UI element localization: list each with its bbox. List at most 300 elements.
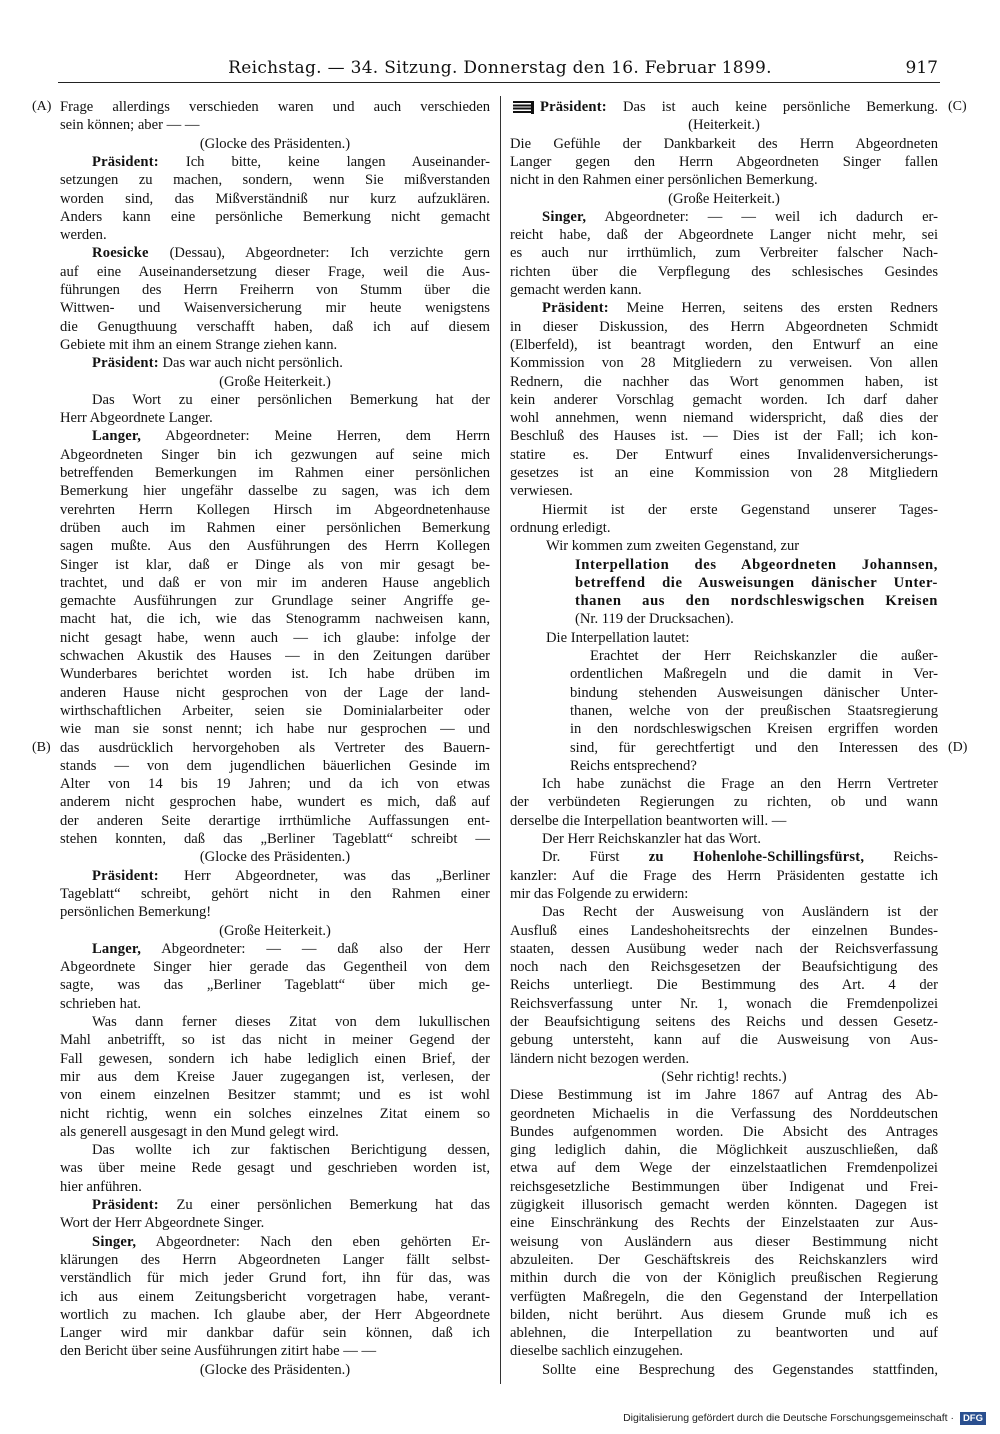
text-line bbox=[60, 1013, 490, 1031]
line-text: sein können; aber — — bbox=[60, 117, 200, 134]
line-text: Reichsverfassung unter Nr. 1, wonach die Fremdenpolizei bbox=[510, 995, 938, 1012]
line-text: Der Herr Reichskanzler hat das Wort. bbox=[542, 831, 761, 847]
text-line bbox=[510, 281, 938, 299]
line-text: ablehnen, die Interpellation zu beantworten und auf bbox=[510, 1325, 938, 1342]
speaker-name: Präsident: bbox=[542, 300, 609, 317]
text-line bbox=[60, 793, 490, 811]
text-line bbox=[60, 281, 490, 299]
text-line bbox=[60, 610, 490, 628]
line-text: Das wollte ich zur faktischen Berichtigung dessen, bbox=[92, 1142, 490, 1159]
text-line bbox=[60, 867, 490, 885]
text-line bbox=[510, 574, 938, 592]
line-text: wohl annehmen, wenn niemand widerspricht, daß dies der bbox=[510, 410, 938, 427]
line-text: Alter von 14 bis 19 Jahren; und da ich von etwas bbox=[60, 776, 490, 793]
margin-marker-a: (A) bbox=[32, 99, 52, 114]
text-line bbox=[510, 867, 938, 885]
line-text: statire es. Der Entwurf eines Invalidenversicherungs- bbox=[510, 446, 938, 463]
line-text: setzungen zu machen, sondern, wenn Sie mißverstanden bbox=[60, 172, 490, 189]
text-line bbox=[510, 98, 938, 116]
speaker-name: Präsident: bbox=[540, 99, 607, 115]
line-text: Meine Herren, seitens des ersten Redners bbox=[608, 300, 938, 317]
text-line bbox=[60, 757, 490, 775]
text-line bbox=[510, 1123, 938, 1141]
line-text: hier anführen. bbox=[60, 1178, 142, 1195]
line-text: gebung untersteht, kann auf die Ausweisung von Aus- bbox=[510, 1032, 938, 1049]
text-line bbox=[60, 958, 490, 976]
text-line bbox=[60, 1050, 490, 1068]
speaker-name: Präsident: bbox=[92, 867, 159, 884]
line-text: ich aus einem Zeitungsbericht vorgetragen habe, verant- bbox=[60, 1288, 490, 1305]
line-text: trachtet, und daß er von mir im anderen Hause angeblich bbox=[60, 574, 490, 591]
line-text: Das war auch nicht persönlich. bbox=[158, 355, 343, 372]
line-text: mir das Folgende zu erwidern: bbox=[510, 885, 689, 902]
text-line bbox=[510, 263, 938, 281]
text-line bbox=[60, 922, 490, 940]
line-text: werden. bbox=[60, 227, 107, 244]
line-text: ging lediglich dahin, die Möglichkeit auszuschließen, daß bbox=[510, 1142, 938, 1159]
line-text: schrieben hat. bbox=[60, 995, 142, 1012]
text-line bbox=[510, 720, 938, 738]
line-text: Erachtet der Herr Reichskanzler die außer- bbox=[590, 648, 938, 664]
text-line bbox=[510, 1068, 938, 1086]
line-text: sagte, was das „Berliner Tageblatt“ über mich ge- bbox=[60, 977, 490, 994]
text-line bbox=[510, 684, 938, 702]
line-text: anderem nicht gesprochen habe, wundert es mich, daß auf bbox=[60, 794, 490, 811]
line-text: verwiesen. bbox=[510, 483, 573, 500]
line-text: Langer wird mir dankbar dafür sein können, daß ich bbox=[60, 1325, 490, 1342]
text-line bbox=[510, 1196, 938, 1214]
text-line bbox=[60, 702, 490, 720]
line-text: abzuleiten. Der Geschäftskreis des Reichskanzlers wird bbox=[510, 1251, 938, 1268]
line-text: nicht richtig, wenn ein solches einzelnes Zitat einem so bbox=[60, 1105, 490, 1122]
line-text: Wort der Herr Abgeordnete Singer. bbox=[60, 1215, 265, 1232]
text-line bbox=[60, 720, 490, 738]
line-text: persönlichen Bemerkung! bbox=[60, 904, 212, 921]
text-line bbox=[60, 482, 490, 500]
text-line bbox=[60, 885, 490, 903]
text-line bbox=[510, 995, 938, 1013]
line-text: zügigkeit illusorisch gemacht werden könnten. Dagegen ist bbox=[510, 1197, 938, 1213]
line-prefix: Dr. Fürst bbox=[542, 849, 649, 866]
text-line bbox=[60, 1214, 490, 1232]
text-line bbox=[60, 190, 490, 208]
text-line bbox=[60, 1086, 490, 1104]
text-line bbox=[60, 519, 490, 537]
line-text: Bundes aufgenommen worden. Die Absicht des Antrages bbox=[510, 1123, 938, 1140]
line-text: was über meine Rede gesagt und geschrieben worden ist, bbox=[60, 1160, 490, 1177]
text-line bbox=[510, 1105, 938, 1123]
text-line bbox=[60, 848, 490, 866]
text-line bbox=[510, 318, 938, 336]
text-line bbox=[60, 1031, 490, 1049]
paragraph-mark-icon bbox=[513, 101, 534, 114]
line-text: Rednern, die nachher das Wort genommen haben, ist bbox=[510, 373, 938, 390]
text-line bbox=[510, 702, 938, 720]
line-text: ländern nicht bezogen werden. bbox=[510, 1050, 690, 1067]
line-text: das ausdrücklich hervorgehoben als Vertreter des Bauern- bbox=[60, 739, 490, 756]
line-text: Fall gewesen, sondern ich habe lediglich einen Brief, der bbox=[60, 1050, 490, 1067]
line-text: führungen des Herrn Freiherrn von Stumm über die bbox=[60, 282, 490, 298]
line-text: in dieser Diskussion, des Herrn Abgeordneten Schmidt bbox=[510, 318, 938, 335]
line-text: mir aus dem Kreise Jauer zugegangen ist, verlesen, der bbox=[60, 1068, 490, 1085]
line-text: Abgeordneten Singer bin ich gezwungen auf seine mich bbox=[60, 446, 490, 463]
text-line bbox=[60, 940, 490, 958]
text-line bbox=[510, 610, 938, 628]
margin-marker-d: (D) bbox=[948, 739, 968, 755]
text-line bbox=[510, 501, 938, 519]
text-line bbox=[60, 1196, 490, 1214]
line-text: Ausfluß eines Landeshoheitsrechts der einzelnen Bundes- bbox=[510, 922, 938, 939]
speaker-name: Interpellation des Abgeordneten Johannsen, bbox=[575, 556, 938, 573]
text-line bbox=[60, 263, 490, 281]
line-text: ordentlichen Maßregeln und die damit in Ver- bbox=[570, 666, 938, 683]
line-text: anderen Hause nicht gesprochen von der Lage der land- bbox=[60, 684, 490, 701]
text-line bbox=[60, 1269, 490, 1287]
line-text: stands — von dem jugendlichen bäuerlichen Gesinde im bbox=[60, 757, 490, 774]
text-line bbox=[510, 775, 938, 793]
speaker-name: Präsident: bbox=[92, 355, 159, 372]
line-text: mithin durch die von der Königlich preußischen Regierung bbox=[510, 1270, 938, 1287]
text-line bbox=[510, 1361, 938, 1379]
line-text: (Große Heiterkeit.) bbox=[219, 373, 331, 390]
text-line bbox=[510, 537, 938, 555]
line-text: Kommission von 28 Mitgliedern zu verweisen. Von allen bbox=[510, 355, 938, 372]
line-text: Die Interpellation lautet: bbox=[546, 629, 690, 646]
line-text: schwachen Akustik des Hauses — in den Zeitungen darüber bbox=[60, 648, 490, 664]
line-text: Das ist auch keine persönliche Bemerkung. bbox=[606, 99, 938, 115]
text-line bbox=[510, 903, 938, 921]
line-text: Was dann ferner dieses Zitat von dem lukullischen bbox=[92, 1014, 490, 1030]
line-text: reichsgesetzliche Bestimmungen über Indigenat und Frei- bbox=[510, 1178, 938, 1195]
line-text: es auch nur irrthümlich, zum Verbreiter falscher Nach- bbox=[510, 245, 938, 262]
line-text: wortlich zu machen. Ich glaube aber, der Herr Abgeordnete bbox=[60, 1306, 490, 1323]
text-line bbox=[510, 830, 938, 848]
text-line bbox=[510, 464, 938, 482]
text-line bbox=[60, 171, 490, 189]
text-line bbox=[60, 647, 490, 665]
line-text: ordnung erledigt. bbox=[510, 519, 611, 536]
text-line bbox=[510, 592, 938, 610]
line-text: reicht habe, daß der Abgeordnete Langer nicht mehr, sei bbox=[510, 227, 938, 244]
text-line bbox=[60, 336, 490, 354]
running-title: Reichstag. — 34. Sitzung. Donnerstag den 16. Februar 1899. bbox=[228, 58, 772, 78]
line-text: (Glocke des Präsidenten.) bbox=[199, 1361, 351, 1378]
line-text: (Elberfeld), ist beantragt worden, den Entwurf an eine bbox=[510, 336, 938, 353]
line-text: Abgeordneter: Meine Herren, dem Herrn bbox=[141, 428, 490, 445]
text-line bbox=[60, 373, 490, 391]
text-line bbox=[60, 775, 490, 793]
text-line bbox=[510, 1013, 938, 1031]
text-line bbox=[60, 903, 490, 921]
line-text: Diese Bestimmung ist im Jahre 1867 auf Antrag des Ab- bbox=[510, 1087, 938, 1104]
text-line bbox=[510, 1050, 938, 1068]
text-line bbox=[510, 171, 938, 189]
text-line bbox=[510, 135, 938, 153]
text-line bbox=[60, 629, 490, 647]
speaker-name: betreffend die Ausweisungen dänischer Unter- bbox=[575, 574, 938, 591]
speaker-name: zu Hohenlohe-Schillingsfürst, bbox=[648, 849, 865, 866]
text-line bbox=[510, 482, 938, 500]
text-line bbox=[510, 427, 938, 445]
text-line bbox=[510, 976, 938, 994]
line-text: (Glocke des Präsidenten.) bbox=[199, 849, 351, 866]
text-line bbox=[60, 244, 490, 262]
margin-marker-c: (C) bbox=[948, 99, 967, 114]
line-text: staaten, dessen Ausübung weder nach der Reichsverfassung bbox=[510, 940, 938, 957]
text-line bbox=[510, 1306, 938, 1324]
line-text: von einem einzelnen Besitzer stammt; und es ist wohl bbox=[60, 1087, 490, 1104]
text-line bbox=[60, 1105, 490, 1123]
right-text-column bbox=[510, 98, 938, 1388]
text-line bbox=[510, 629, 938, 647]
line-text: Anders kann eine persönliche Bemerkung nicht gemacht bbox=[60, 208, 490, 225]
text-line bbox=[510, 1178, 938, 1196]
text-line bbox=[510, 1269, 938, 1287]
line-text: Das Recht der Ausweisung von Ausländern ist der bbox=[542, 904, 938, 921]
speaker-name: thanen aus den nordschleswigschen Kreisen bbox=[575, 593, 938, 610]
digitization-credit bbox=[623, 1410, 986, 1426]
text-line bbox=[510, 1288, 938, 1306]
line-text: (Heiterkeit.) bbox=[688, 117, 760, 134]
text-line bbox=[60, 739, 490, 757]
line-text: (Sehr richtig! rechts.) bbox=[661, 1068, 787, 1085]
header-rule bbox=[58, 82, 940, 83]
text-line bbox=[60, 299, 490, 317]
text-line bbox=[60, 354, 490, 372]
text-line bbox=[510, 848, 938, 866]
speaker-name: Präsident: bbox=[92, 1197, 159, 1213]
line-text: der verbündeten Regierungen zu richten, ob und wann bbox=[510, 794, 938, 811]
text-line bbox=[60, 464, 490, 482]
text-line bbox=[60, 409, 490, 427]
text-line bbox=[60, 318, 490, 336]
line-text: den Bericht über seine Ausführungen zitirt habe — — bbox=[60, 1343, 377, 1360]
text-line bbox=[60, 153, 490, 171]
text-line bbox=[510, 354, 938, 372]
text-line bbox=[510, 391, 938, 409]
line-text: (Glocke des Präsidenten.) bbox=[199, 135, 351, 152]
line-text: Sollte eine Besprechung des Gegenstandes stattfinden, bbox=[542, 1361, 938, 1378]
line-text: worden sind, das Mißverständniß nur kurz aufzuklären. bbox=[60, 190, 490, 207]
text-line bbox=[60, 1324, 490, 1342]
speaker-name: Langer, bbox=[92, 940, 142, 957]
text-line bbox=[510, 190, 938, 208]
line-text: wie man sie sonst nennt; ich habe nur gesprochen — und bbox=[60, 721, 490, 738]
line-text: bindung stehenden Ausweisungen dänischer Unter- bbox=[570, 684, 938, 701]
text-line bbox=[510, 665, 938, 683]
text-line bbox=[60, 592, 490, 610]
line-text: etwa auf dem Wege der einzelstaatlichen Fremdenpolizei bbox=[510, 1160, 938, 1177]
text-line bbox=[60, 427, 490, 445]
line-text: Abgeordneter: — — daß also der Herr bbox=[141, 940, 490, 957]
line-text: gemachte Ausführungen zur Grundlage seiner Angriffe ge- bbox=[60, 593, 490, 610]
line-text: Ich habe zunächst die Frage an den Herrn Vertreter bbox=[542, 776, 938, 793]
line-text: macht hat, die ich, wie das Stenogramm nachweisen kann, bbox=[60, 611, 490, 628]
text-line bbox=[510, 208, 938, 226]
margin-marker-b: (B) bbox=[32, 739, 51, 755]
text-line bbox=[60, 446, 490, 464]
line-text: weisung von Ausländern aus dieser Bestimmung nicht bbox=[510, 1233, 938, 1250]
line-text: drüben auch im Rahmen einer persönlichen Bemerkung bbox=[60, 519, 490, 536]
line-text: (Nr. 119 der Drucksachen). bbox=[575, 611, 734, 628]
text-line bbox=[60, 1233, 490, 1251]
text-line bbox=[510, 226, 938, 244]
text-line bbox=[510, 793, 938, 811]
dfg-logo-icon: DFG bbox=[960, 1412, 986, 1425]
text-line bbox=[60, 226, 490, 244]
line-text: kanzler: Auf die Frage des Herrn Präsidenten gestatte ich bbox=[510, 867, 938, 884]
text-line bbox=[510, 373, 938, 391]
text-line bbox=[510, 299, 938, 317]
line-text: richten über die Verpflegung des schlesisches Gesindes bbox=[510, 263, 938, 280]
text-line bbox=[510, 446, 938, 464]
text-line bbox=[60, 501, 490, 519]
text-line bbox=[60, 391, 490, 409]
text-line bbox=[60, 135, 490, 153]
text-line bbox=[60, 1342, 490, 1360]
line-text: verständlich für mich jeder Grund fort, ihn für das, was bbox=[60, 1270, 490, 1287]
line-text: (Große Heiterkeit.) bbox=[668, 190, 780, 207]
line-text: als generell ausgesagt in den Mund gelegt wird. bbox=[60, 1123, 339, 1140]
line-text: kein anderer Vorschlag gemacht worden. Ich darf daher bbox=[510, 391, 938, 408]
line-text: Singer ist klar, daß er Dinge als von mir gesagt be- bbox=[60, 556, 490, 573]
speaker-name: Langer, bbox=[92, 428, 142, 445]
text-line bbox=[510, 647, 938, 665]
text-line bbox=[60, 665, 490, 683]
line-text: Hiermit ist der erste Gegenstand unserer Tages- bbox=[542, 501, 938, 518]
line-text: gesetzes ist an eine Kommission von 28 Mitgliedern bbox=[510, 465, 938, 481]
text-line bbox=[60, 537, 490, 555]
text-line bbox=[510, 556, 938, 574]
speaker-name: Singer, bbox=[92, 1233, 137, 1250]
line-text: Mahl anbetrifft, so ist das nicht in meiner Gegend der bbox=[60, 1032, 490, 1049]
text-line bbox=[60, 812, 490, 830]
text-line bbox=[510, 409, 938, 427]
text-line bbox=[510, 336, 938, 354]
text-line bbox=[60, 1361, 490, 1379]
text-line bbox=[510, 958, 938, 976]
line-text: (Dessau), Abgeordneter: Ich verzichte gern bbox=[148, 245, 490, 262]
text-line bbox=[510, 1342, 938, 1360]
text-line bbox=[510, 757, 938, 775]
line-text: der Beaufsichtigung seitens des Reichs und dessen Gesetz- bbox=[510, 1014, 938, 1030]
text-line bbox=[510, 739, 938, 757]
text-line bbox=[510, 116, 938, 134]
line-text: derselbe die Interpellation beantworten will. — bbox=[510, 812, 787, 829]
text-line bbox=[510, 940, 938, 958]
line-text: Tageblatt“ schreibt, gehört nicht in den Rahmen einer bbox=[60, 885, 490, 902]
line-text: wirthschaftlichen Arbeiter, seien sie Dominialarbeiter oder bbox=[60, 702, 490, 719]
left-text-column bbox=[60, 98, 490, 1388]
line-text: Die Gefühle der Dankbarkeit des Herrn Abgeordneten bbox=[510, 135, 938, 152]
text-line bbox=[60, 1159, 490, 1177]
text-line bbox=[510, 1214, 938, 1232]
text-line bbox=[60, 98, 490, 116]
speaker-name: Präsident: bbox=[92, 153, 159, 170]
text-line bbox=[60, 556, 490, 574]
line-text: die Genugthuung verschafft haben, daß ich auf diesem bbox=[60, 318, 490, 335]
line-text: Abgeordnete Singer hier gerade das Gegentheil von dem bbox=[60, 959, 490, 976]
line-text: Bemerkung hier ungefähr dasselbe zu sagen, was ich dem bbox=[60, 483, 490, 500]
line-text: Wir kommen zum zweiten Gegenstand, zur bbox=[546, 538, 800, 555]
line-text: Frage allerdings verschieden waren und auch verschieden bbox=[60, 99, 490, 115]
line-text: (Große Heiterkeit.) bbox=[219, 922, 331, 939]
line-text: verfügten Maßregeln, die den Gegenstand der Interpellation bbox=[510, 1288, 938, 1305]
text-line bbox=[510, 922, 938, 940]
text-line bbox=[510, 1251, 938, 1269]
line-text: Gebiete mit ihm an einem Strange ziehen kann. bbox=[60, 336, 338, 353]
line-text: auf eine Auseinandersetzung dieser Frage, weil die Aus- bbox=[60, 263, 490, 280]
text-line bbox=[510, 885, 938, 903]
line-text: eine Einschränkung des Rechts der Einzelstaaten zur Aus- bbox=[510, 1215, 938, 1232]
line-text: Reichs unterliegt. Die Bestimmung des Art. 4 der bbox=[510, 977, 938, 994]
text-line bbox=[60, 1123, 490, 1141]
text-line bbox=[60, 1178, 490, 1196]
text-line bbox=[60, 574, 490, 592]
text-line bbox=[60, 1251, 490, 1269]
text-line bbox=[60, 995, 490, 1013]
line-text: Beschluß des Hauses ist. — Dies ist der Fall; ich kon- bbox=[510, 428, 938, 445]
line-text: Reichs- bbox=[864, 849, 938, 866]
text-line bbox=[60, 830, 490, 848]
text-line bbox=[510, 1159, 938, 1177]
line-text: stehen konnten, daß das „Berliner Tageblatt“ schreibt — bbox=[60, 831, 490, 847]
line-text: thanen, welche von der preußischen Staatsregierung bbox=[570, 702, 938, 719]
text-line bbox=[60, 1306, 490, 1324]
text-line bbox=[510, 1141, 938, 1159]
speaker-name: Roesicke bbox=[92, 245, 149, 262]
text-line bbox=[510, 1233, 938, 1251]
speaker-name: Singer, bbox=[542, 208, 587, 225]
line-text: der anderen Seite derartige irrthümliche Auffassungen ent- bbox=[60, 812, 490, 829]
line-text: dieselbe sachlich einzugehen. bbox=[510, 1343, 684, 1360]
text-line bbox=[510, 1324, 938, 1342]
line-text: Reichs entsprechend? bbox=[570, 757, 697, 774]
line-text: verehrten Herrn Kollegen Hirsch im Abgeordnetenhause bbox=[60, 501, 490, 518]
line-text: Abgeordneter: Nach den eben gehörten Er- bbox=[136, 1233, 490, 1250]
line-text: sind, für gerechtfertigt und den Interessen des bbox=[570, 739, 938, 756]
line-text: geordneten Michaelis in die Verfassung des Norddeutschen bbox=[510, 1105, 938, 1122]
line-text: Ich bitte, keine langen Auseinander- bbox=[158, 153, 490, 170]
line-text: Langer gegen den Herrn Abgeordneten Singer fallen bbox=[510, 153, 938, 170]
column-divider bbox=[500, 96, 501, 1384]
line-text: gemacht werden kann. bbox=[510, 282, 642, 298]
line-text: Das Wort zu einer persönlichen Bemerkung hat der bbox=[92, 391, 490, 408]
line-text: Herr Abgeordneter, was das „Berliner bbox=[158, 867, 490, 884]
text-line bbox=[510, 812, 938, 830]
line-text: Wunderbares berichtet worden ist. Ich habe drüben im bbox=[60, 666, 490, 683]
text-line bbox=[510, 153, 938, 171]
text-line bbox=[510, 1031, 938, 1049]
text-line bbox=[60, 116, 490, 134]
line-text: betreffenden Bemerkungen im Rahmen einer persönlichen bbox=[60, 465, 490, 481]
text-line bbox=[60, 684, 490, 702]
text-line bbox=[60, 1288, 490, 1306]
line-text: bilden, nicht berührt. Aus diesem Grunde muß ich es bbox=[510, 1306, 938, 1323]
text-line bbox=[60, 976, 490, 994]
line-text: klärungen des Herrn Abgeordneten Langer fällt selbst- bbox=[60, 1251, 490, 1268]
line-text: nicht in den Rahmen einer persönlichen Bemerkung. bbox=[510, 172, 818, 189]
line-text: noch nach den Reichsgesetzen der Beaufsichtigung des bbox=[510, 959, 938, 976]
text-line bbox=[510, 244, 938, 262]
line-text: sagen mußte. Aus den Ausführungen des Herrn Kollegen bbox=[60, 538, 490, 555]
line-text: in den nordschleswigschen Kreisen ergriffen worden bbox=[570, 721, 938, 738]
line-text: Herr Abgeordnete Langer. bbox=[60, 410, 213, 427]
page-number: 917 bbox=[905, 58, 938, 78]
text-line bbox=[510, 519, 938, 537]
line-text: Wittwen- und Waisenversicherung mir heute wenigstens bbox=[60, 300, 490, 317]
text-line bbox=[60, 1068, 490, 1086]
